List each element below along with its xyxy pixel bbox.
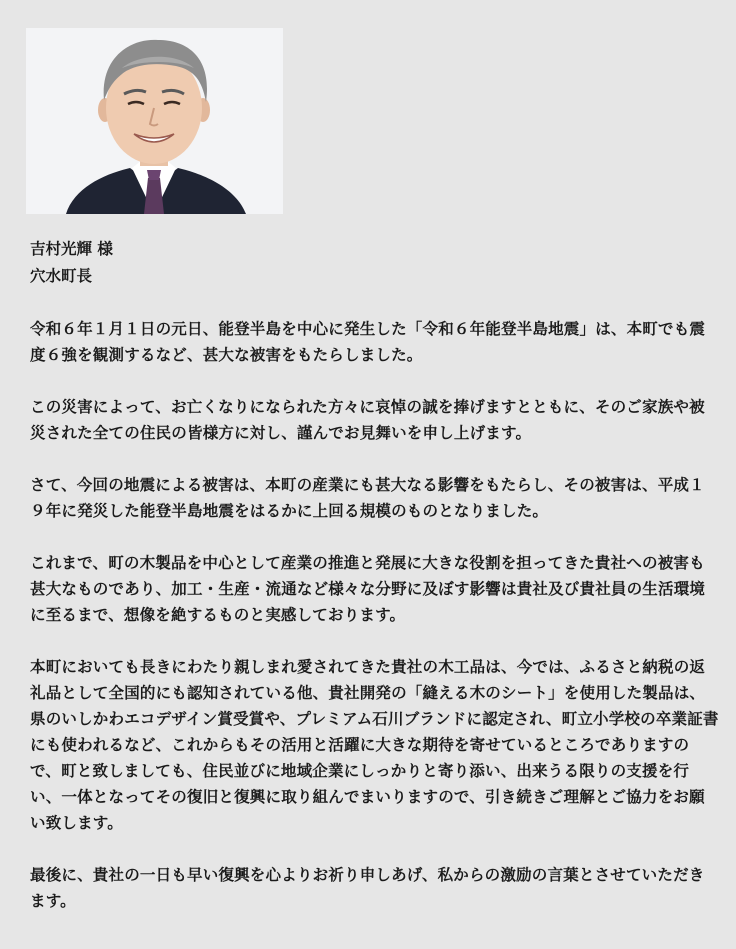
paragraph: これまで、町の木製品を中心として産業の推進と発展に大きな役割を担ってきた貴社への被害も甚大なものであり、加工・生産・流通など様々な分野に及ぼす影響は貴社及び貴社員の生活環境に至るまで、想像を絶するものと実感しております。 bbox=[30, 554, 706, 624]
portrait-icon bbox=[26, 28, 283, 214]
recipient-title: 穴水町長 bbox=[30, 267, 93, 285]
paragraph: さて、今回の地震による被害は、本町の産業にも甚大なる影響をもたらし、その被害は、平成１９年に発災した能登半島地震をはるかに上回る規模のものとなりました。 bbox=[30, 476, 705, 520]
portrait-photo bbox=[26, 28, 283, 214]
letter-body bbox=[30, 236, 720, 914]
paragraph: 最後に、貴社の一日も早い復興を心よりお祈り申しあげ、私からの激励の言葉とさせていただきます。 bbox=[30, 866, 705, 910]
recipient-name: 吉村光輝 様 bbox=[30, 240, 113, 258]
paragraph: 本町においても長きにわたり親しまれ愛されてきた貴社の木工品は、今では、ふるさと納税の返礼品として全国的にも認知されている他、貴社開発の「縫える木のシート」を使用した製品は、県のいしかわエコデザイン賞受賞や、プレミアム石川ブランドに認定され、町立小学校の卒業証書にも使われるなど、これからもその活用と活躍に大きな期待を寄せているところでありますので、町と致しましても、住民並びに地域企業にしっかりと寄り添い、出来うる限りの支援を行い、一体となってその復旧と復興に取り組んでまいりますので、引き続きご理解とご協力をお願い致します。 bbox=[30, 658, 719, 832]
paragraph: 令和６年１月１日の元日、能登半島を中心に発生した「令和６年能登半島地震」は、本町でも震度６強を観測するなど、甚大な被害をもたらしました。 bbox=[30, 320, 706, 364]
paragraph: この災害によって、お亡くなりになられた方々に哀悼の誠を捧げますとともに、そのご家族や被災された全ての住民の皆様方に対し、謹んでお見舞いを申し上げます。 bbox=[30, 398, 705, 442]
